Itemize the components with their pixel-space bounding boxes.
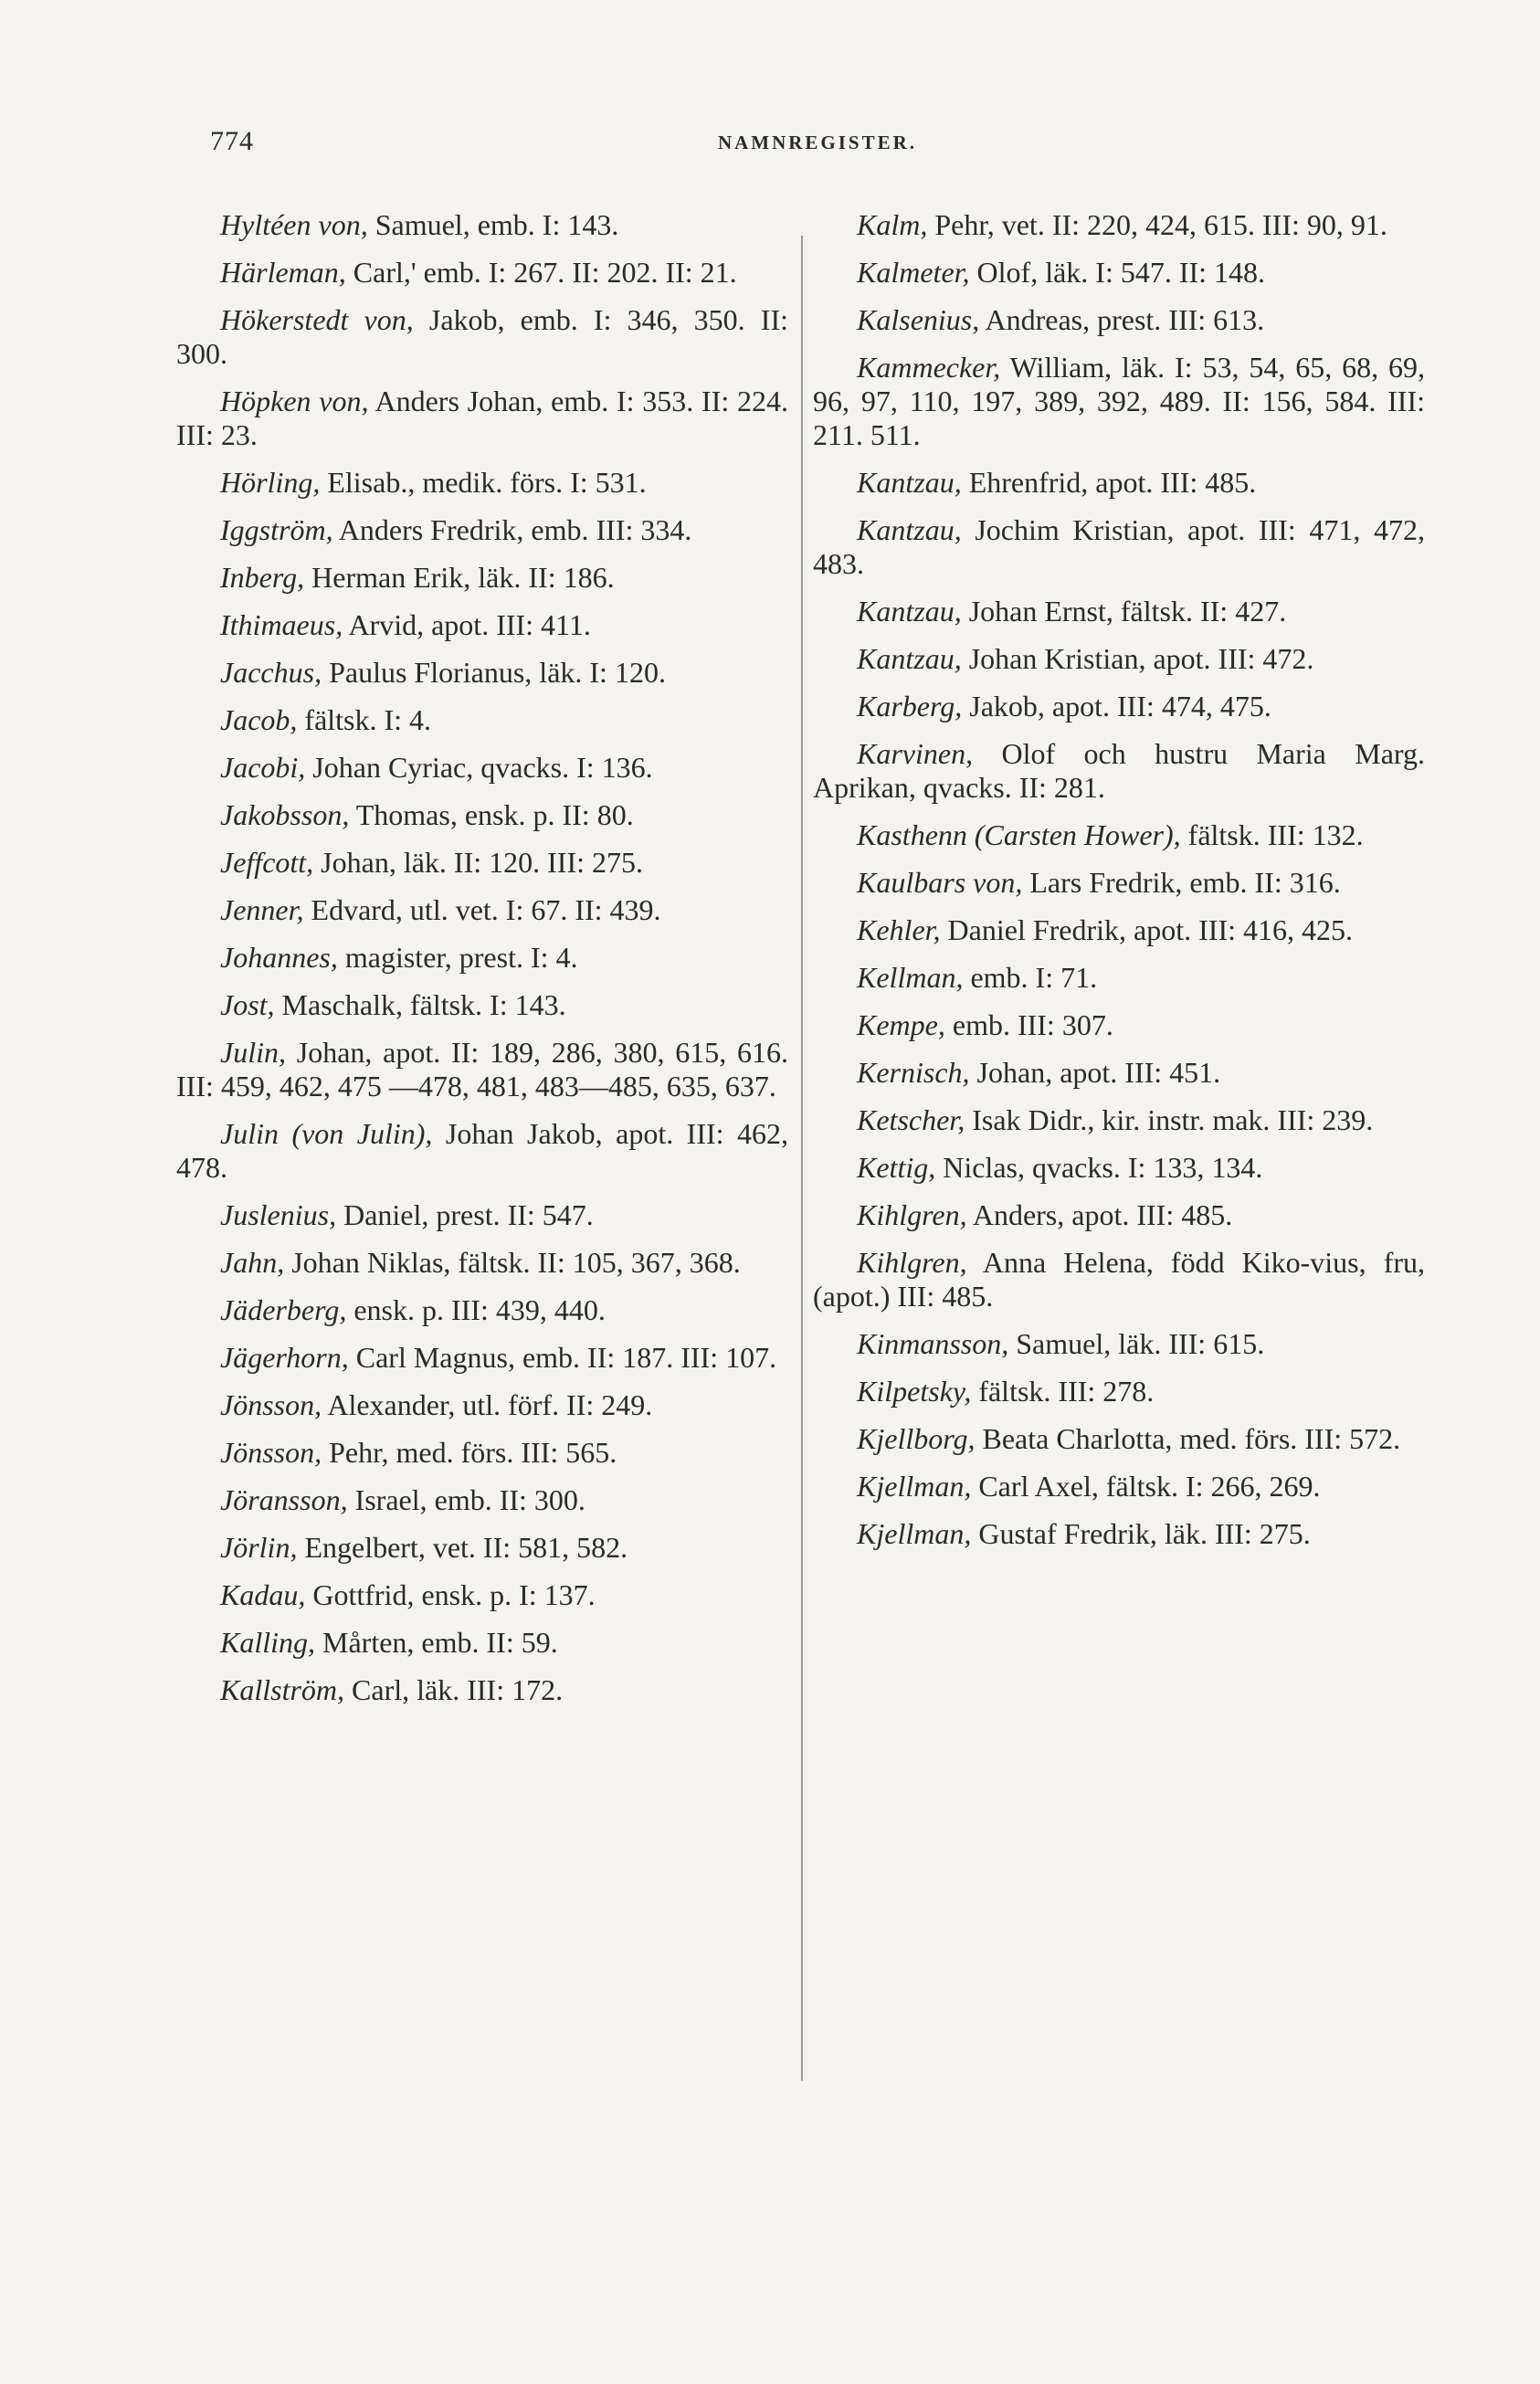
entry-name: Karvinen, xyxy=(857,737,974,770)
entry-details: Arvid, apot. III: 411. xyxy=(343,608,591,641)
index-entry xyxy=(813,961,1425,995)
entry-name: Juslenius, xyxy=(220,1198,337,1231)
entry-details: Samuel, emb. I: 143. xyxy=(367,208,619,241)
entry-details: Edvard, utl. vet. I: 67. II: 439. xyxy=(303,893,661,926)
index-entry xyxy=(176,1246,788,1280)
entry-details: ensk. p. III: 439, 440. xyxy=(346,1293,606,1326)
index-entry xyxy=(176,1117,788,1185)
entry-name: Hörling, xyxy=(220,466,321,499)
entry-name: Jägerhorn, xyxy=(220,1341,349,1374)
entry-details: Paulus Florianus, läk. I: 120. xyxy=(322,656,666,689)
entry-details: Gottfrid, ensk. p. I: 137. xyxy=(305,1578,596,1611)
entry-details: Carl Axel, fältsk. I: 266, 269. xyxy=(971,1470,1321,1503)
entry-name: Jöransson, xyxy=(220,1483,348,1516)
index-entry xyxy=(176,1626,788,1660)
index-entry xyxy=(813,1375,1425,1408)
entry-details: Israel, emb. II: 300. xyxy=(347,1483,585,1516)
entry-name: Hyltéen von, xyxy=(220,208,368,241)
page-header xyxy=(210,126,1425,163)
entry-name: Kantzau, xyxy=(857,642,962,675)
index-entry xyxy=(813,642,1425,676)
entry-details: fältsk. III: 132. xyxy=(1180,818,1364,851)
entry-name: Jenner, xyxy=(220,893,304,926)
index-entry xyxy=(813,1327,1425,1361)
index-entry xyxy=(813,351,1425,452)
entry-name: Härleman, xyxy=(220,256,346,289)
entry-name: Kihlgren, xyxy=(857,1246,967,1279)
index-entry xyxy=(813,866,1425,900)
entry-details: Pehr, med. förs. III: 565. xyxy=(322,1436,617,1469)
column-divider xyxy=(801,236,803,2081)
index-entry xyxy=(176,1673,788,1707)
entry-name: Inberg, xyxy=(220,561,305,594)
index-entry xyxy=(176,303,788,371)
index-entry xyxy=(813,1470,1425,1503)
entry-name: Kehler, xyxy=(857,913,941,946)
index-entry xyxy=(176,561,788,595)
index-entry xyxy=(176,988,788,1022)
entry-details: fältsk. III: 278. xyxy=(971,1375,1155,1408)
left-column xyxy=(176,208,788,1721)
entry-details: Maschalk, fältsk. I: 143. xyxy=(274,988,566,1021)
entry-details: William, läk. I: 53, 54, 65, 68, 69, 96, 97, 110, 197, 389, 392, 489. II: 156, 584. III: 211. 511. xyxy=(813,351,1425,451)
index-entry xyxy=(813,1422,1425,1456)
index-entry xyxy=(176,1198,788,1232)
entry-name: Ithimaeus, xyxy=(220,608,343,641)
entry-details: emb. I: 71. xyxy=(963,961,1098,994)
entry-details: Jakob, emb. I: 346, 350. II: 300. xyxy=(176,303,789,370)
page-number: 774 xyxy=(210,126,254,156)
index-entry xyxy=(176,1388,788,1422)
entry-details: Daniel, prest. II: 547. xyxy=(336,1198,594,1231)
index-entry xyxy=(813,513,1425,581)
entry-details: Johan Ernst, fältsk. II: 427. xyxy=(961,595,1287,628)
entry-details: Johan Kristian, apot. III: 472. xyxy=(961,642,1314,675)
index-entry xyxy=(813,1008,1425,1042)
entry-name: Kilpetsky, xyxy=(857,1375,972,1408)
index-entry xyxy=(176,751,788,785)
entry-name: Kadau, xyxy=(220,1578,306,1611)
entry-details: Johan, apot. III: 451. xyxy=(969,1056,1221,1089)
index-entry xyxy=(813,737,1425,805)
index-entry xyxy=(813,303,1425,337)
entry-details: Jakob, apot. III: 474, 475. xyxy=(962,690,1271,723)
entry-name: Kalmeter, xyxy=(857,256,970,289)
entry-name: Kantzau, xyxy=(857,466,962,499)
entry-details: Carl Magnus, emb. II: 187. III: 107. xyxy=(348,1341,777,1374)
index-entry xyxy=(176,656,788,690)
index-entry xyxy=(176,893,788,927)
entry-details: Elisab., medik. förs. I: 531. xyxy=(320,466,647,499)
index-entry xyxy=(813,913,1425,947)
entry-details: magister, prest. I: 4. xyxy=(337,941,578,974)
entry-details: Isak Didr., kir. instr. mak. III: 239. xyxy=(965,1103,1374,1136)
entry-name: Kantzau, xyxy=(857,513,962,546)
entry-details: Johan Niklas, fältsk. II: 105, 367, 368. xyxy=(284,1246,741,1279)
entry-details: Carl,' emb. I: 267. II: 202. II: 21. xyxy=(345,256,737,289)
entry-details: Anna Helena, född Kiko-vius, fru, (apot.) III: 485. xyxy=(813,1246,1425,1313)
index-entry xyxy=(813,1246,1425,1313)
entry-name: Kellman, xyxy=(857,961,964,994)
entry-name: Iggström, xyxy=(220,513,333,546)
index-entry xyxy=(176,1293,788,1327)
entry-name: Kettig, xyxy=(857,1151,936,1184)
entry-name: Kalm, xyxy=(857,208,928,241)
index-entry xyxy=(176,1036,788,1103)
index-entry xyxy=(176,1341,788,1375)
entry-details: emb. III: 307. xyxy=(944,1008,1113,1041)
entry-name: Kallström, xyxy=(220,1673,345,1706)
index-entry xyxy=(813,1103,1425,1137)
entry-name: Julin, xyxy=(220,1036,286,1069)
index-entry xyxy=(813,1198,1425,1232)
index-entry xyxy=(813,1056,1425,1090)
index-entry xyxy=(176,513,788,547)
entry-name: Julin (von Julin), xyxy=(220,1117,433,1150)
entry-name: Hökerstedt von, xyxy=(220,303,414,336)
index-entry xyxy=(176,703,788,737)
right-column xyxy=(813,208,1425,1565)
entry-details: Alexander, utl. förf. II: 249. xyxy=(322,1388,653,1421)
entry-name: Kihlgren, xyxy=(857,1198,967,1231)
entry-name: Jakobsson, xyxy=(220,798,350,831)
index-entry xyxy=(813,208,1425,242)
entry-name: Kammecker, xyxy=(857,351,1001,384)
index-entry xyxy=(176,846,788,880)
entry-details: Olof och hustru Maria Marg. Aprikan, qvacks. II: 281. xyxy=(813,737,1425,804)
index-entry xyxy=(176,608,788,642)
running-title: NAMNREGISTER. xyxy=(717,132,918,153)
index-entry xyxy=(813,818,1425,852)
index-entry xyxy=(176,385,788,452)
entry-details: Olof, läk. I: 547. II: 148. xyxy=(969,256,1266,289)
entry-details: fältsk. I: 4. xyxy=(297,703,432,736)
index-entry xyxy=(813,256,1425,290)
entry-details: Andreas, prest. III: 613. xyxy=(979,303,1265,336)
entry-name: Jönsson, xyxy=(220,1388,322,1421)
entry-details: Anders Fredrik, emb. III: 334. xyxy=(332,513,692,546)
entry-details: Johan, läk. II: 120. III: 275. xyxy=(313,846,643,879)
index-entry xyxy=(813,1151,1425,1185)
entry-name: Kjellman, xyxy=(857,1470,972,1503)
entry-details: Thomas, ensk. p. II: 80. xyxy=(349,798,634,831)
entry-name: Höpken von, xyxy=(220,385,369,417)
entry-name: Karberg, xyxy=(857,690,963,723)
index-entry xyxy=(176,941,788,975)
entry-details: Mårten, emb. II: 59. xyxy=(315,1626,558,1659)
index-entry xyxy=(813,1517,1425,1551)
entry-details: Engelbert, vet. II: 581, 582. xyxy=(297,1531,628,1564)
index-entry xyxy=(176,256,788,290)
index-entry xyxy=(176,1483,788,1517)
entry-name: Kempe, xyxy=(857,1008,945,1041)
entry-details: Gustaf Fredrik, läk. III: 275. xyxy=(971,1517,1311,1550)
index-entry xyxy=(176,1578,788,1612)
entry-details: Johan Cyriac, qvacks. I: 136. xyxy=(305,751,653,784)
entry-details: Pehr, vet. II: 220, 424, 615. III: 90, 91. xyxy=(927,208,1387,241)
entry-name: Kalling, xyxy=(220,1626,316,1659)
entry-name: Jacobi, xyxy=(220,751,306,784)
entry-name: Jost, xyxy=(220,988,275,1021)
entry-name: Kaulbars von, xyxy=(857,866,1023,899)
entry-details: Johan, apot. II: 189, 286, 380, 615, 616. III: 459, 462, 475 —478, 481, 483—485, 635, 637. xyxy=(176,1036,788,1102)
entry-details: Ehrenfrid, apot. III: 485. xyxy=(961,466,1257,499)
entry-details: Daniel Fredrik, apot. III: 416, 425. xyxy=(940,913,1353,946)
entry-name: Jönsson, xyxy=(220,1436,322,1469)
entry-details: Lars Fredrik, emb. II: 316. xyxy=(1022,866,1341,899)
entry-name: Kalsenius, xyxy=(857,303,980,336)
index-entry xyxy=(813,466,1425,500)
entry-name: Jeffcott, xyxy=(220,846,314,879)
index-entry xyxy=(176,1436,788,1470)
entry-details: Niclas, qvacks. I: 133, 134. xyxy=(935,1151,1263,1184)
index-entry xyxy=(813,595,1425,628)
entry-name: Jörlin, xyxy=(220,1531,298,1564)
entry-name: Jacchus, xyxy=(220,656,322,689)
entry-details: Anders, apot. III: 485. xyxy=(966,1198,1233,1231)
entry-details: Anders Johan, emb. I: 353. II: 224. III: 23. xyxy=(176,385,788,451)
index-entry xyxy=(813,690,1425,723)
entry-name: Kjellman, xyxy=(857,1517,972,1550)
entry-details: Beata Charlotta, med. förs. III: 572. xyxy=(975,1422,1401,1455)
entry-details: Samuel, läk. III: 615. xyxy=(1008,1327,1265,1360)
entry-details: Carl, läk. III: 172. xyxy=(344,1673,564,1706)
index-entry xyxy=(176,466,788,500)
entry-name: Kinmansson, xyxy=(857,1327,1009,1360)
entry-name: Kernisch, xyxy=(857,1056,970,1089)
entry-details: Johan Jakob, apot. III: 462, 478. xyxy=(176,1117,789,1184)
entry-name: Kjellborg, xyxy=(857,1422,976,1455)
entry-details: Jochim Kristian, apot. III: 471, 472, 483. xyxy=(813,513,1425,580)
entry-name: Ketscher, xyxy=(857,1103,965,1136)
entry-name: Jäderberg, xyxy=(220,1293,347,1326)
index-entry xyxy=(176,208,788,242)
entry-name: Jacob, xyxy=(220,703,298,736)
index-entry xyxy=(176,798,788,832)
entry-name: Johannes, xyxy=(220,941,338,974)
index-entry xyxy=(176,1531,788,1565)
entry-name: Kantzau, xyxy=(857,595,962,628)
entry-name: Jahn, xyxy=(220,1246,285,1279)
entry-details: Herman Erik, läk. II: 186. xyxy=(304,561,615,594)
entry-name: Kasthenn (Carsten Hower), xyxy=(857,818,1181,851)
